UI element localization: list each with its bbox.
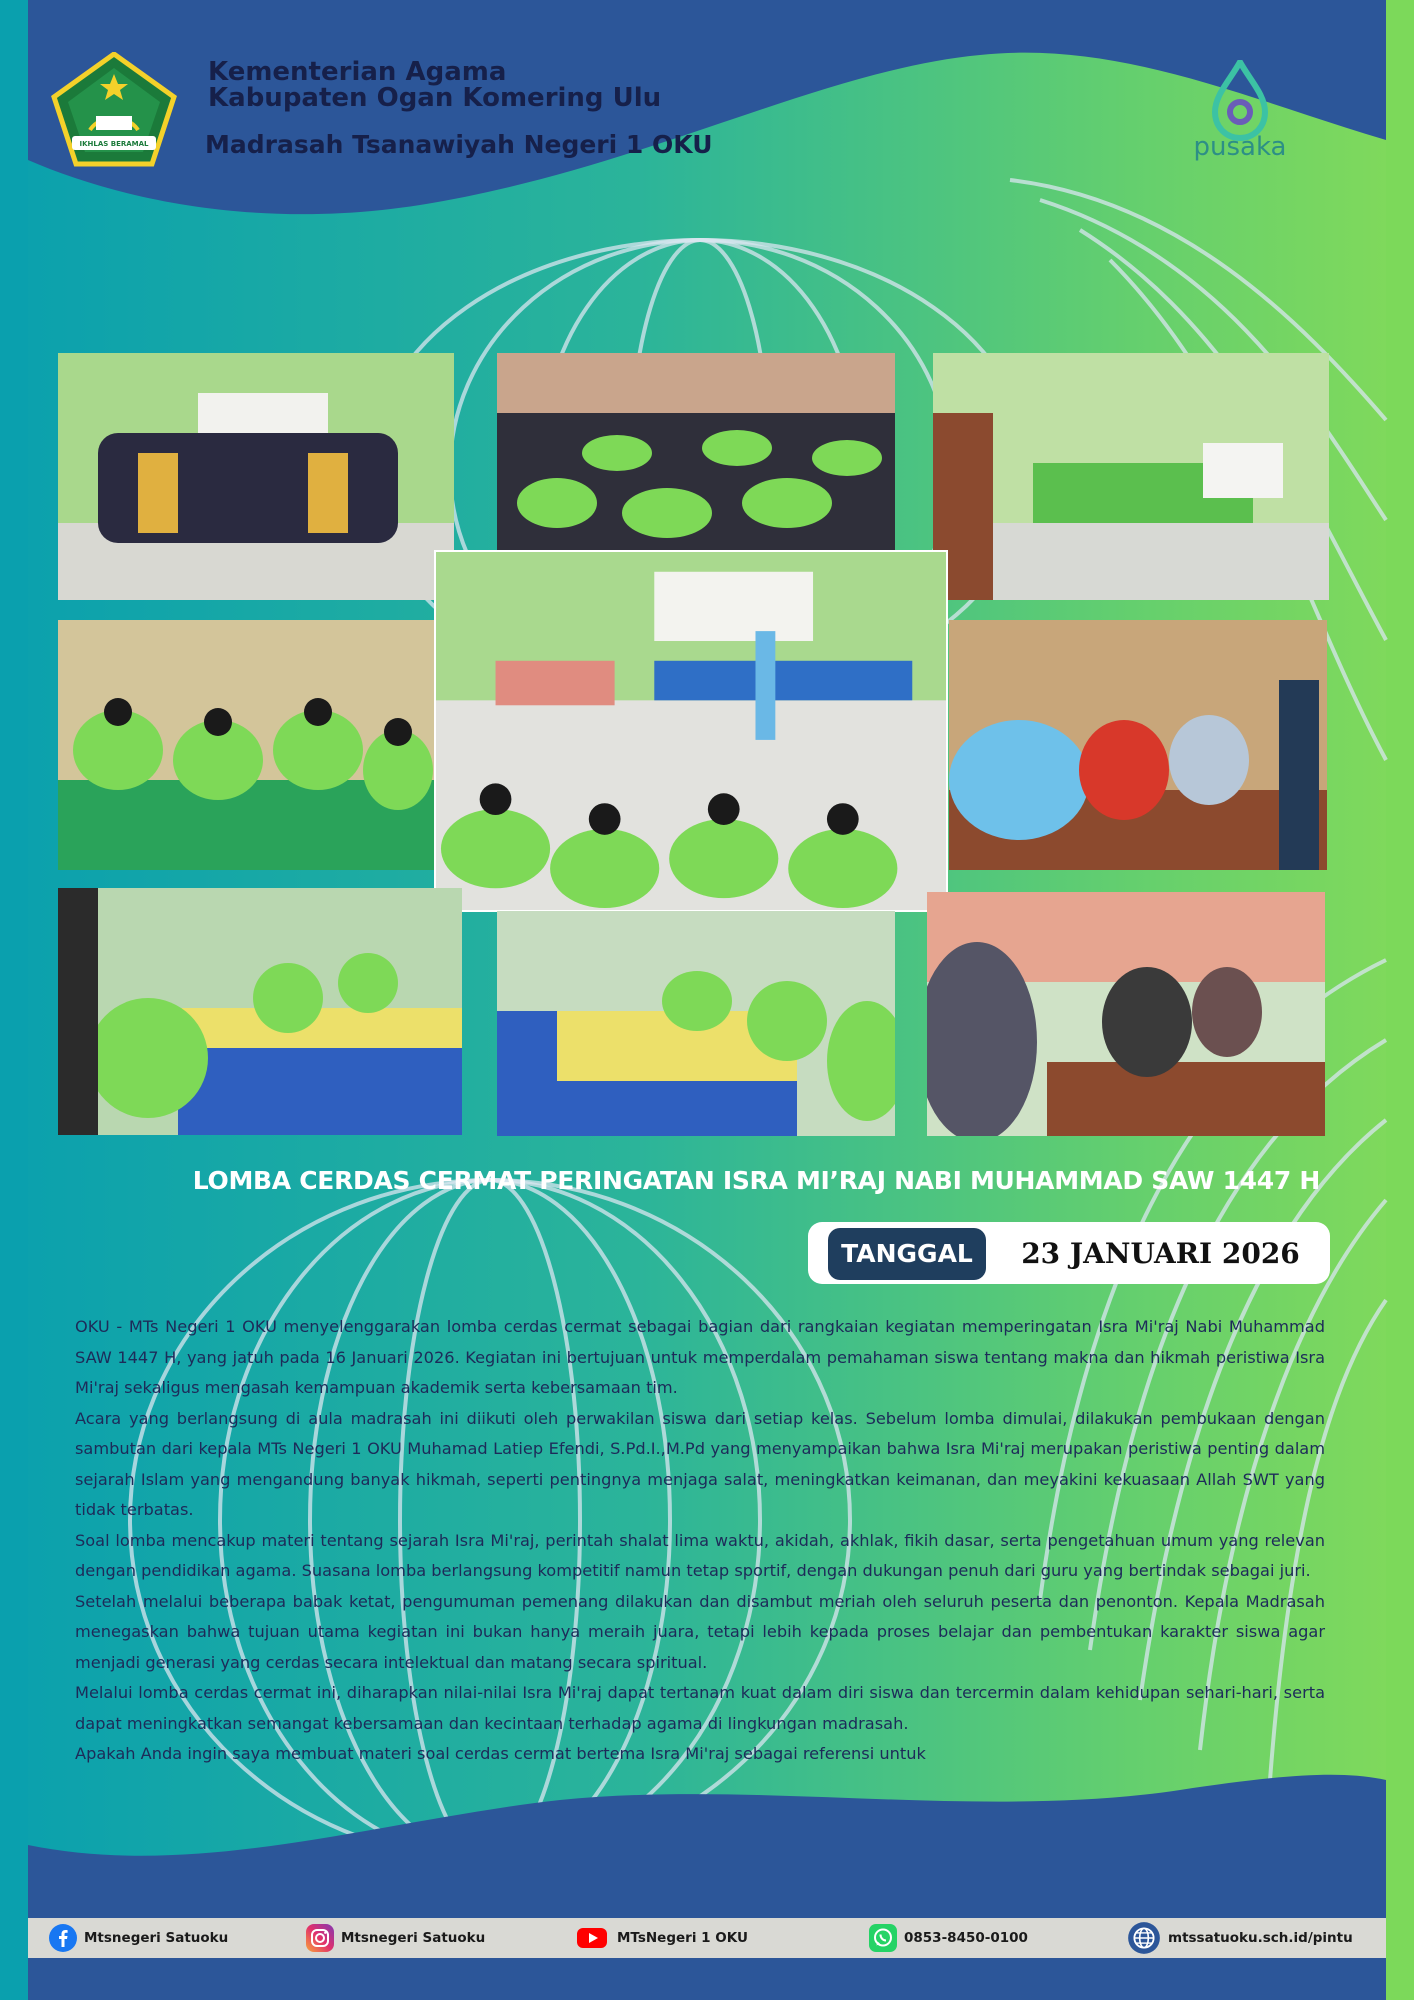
- school-title: Madrasah Tsanawiyah Negeri 1 OKU: [205, 130, 713, 159]
- whatsapp-icon: [868, 1923, 898, 1953]
- article-paragraph: Apakah Anda ingin saya membuat materi soal cerdas cermat bertema Isra Mi'raj sebagai referensi untuk: [75, 1744, 926, 1763]
- date-value: 23 JANUARI 2026: [1021, 1237, 1300, 1270]
- footer-website[interactable]: [1126, 1921, 1353, 1955]
- footer-instagram[interactable]: [305, 1921, 485, 1955]
- footer-youtube[interactable]: [573, 1921, 748, 1955]
- kemenag-logo: [50, 52, 178, 167]
- pusaka-logo-text: pusaka: [1193, 132, 1287, 162]
- photo-jury: [927, 892, 1325, 1136]
- article-paragraph: Melalui lomba cerdas cermat ini, diharapkan nilai-nilai Isra Mi'raj dapat tertanam kuat dalam diri siswa dan tercermin dalam kehidupan sehari-hari, serta dapat meningkatkan semangat kebersamaan dan kecintaan terhadap agama di lingkungan madrasah.: [75, 1683, 1325, 1733]
- photo-hall: [933, 353, 1329, 600]
- facebook-handle: Mtsnegeri Satuoku: [84, 1930, 229, 1946]
- footer-facebook[interactable]: [48, 1921, 228, 1955]
- logo-ribbon-text: IKHLAS BERAMAL: [79, 140, 149, 148]
- article-paragraph: Soal lomba mencakup materi tentang sejarah Isra Mi'raj, perintah shalat lima waktu, akidah, akhlak, fikih dasar, serta pengetahuan umum yang relevan dengan pendidikan agama. Suasana lomba berlangsung kompetitif namun tetap sportif, dengan dukungan penuh dari guru yang bertindak sebagai juri.: [75, 1530, 1325, 1580]
- facebook-icon: [48, 1923, 78, 1953]
- globe-icon: [1126, 1921, 1162, 1955]
- ministry-title: Kementerian Agama: [208, 57, 507, 87]
- date-label: TANGGAL: [828, 1228, 986, 1280]
- instagram-handle: Mtsnegeri Satuoku: [341, 1930, 486, 1946]
- photo-students-floor: [58, 620, 438, 870]
- photo-contestants: [58, 888, 462, 1135]
- article-paragraph: OKU - MTs Negeri 1 OKU menyelenggarakan lomba cerdas cermat sebagai bagian dari rangkaian kegiatan memperingatan Isra Mi'raj Nabi Muhammad SAW 1447 H, yang jatuh pada 16 Januari 2026. Kegiatan ini bertujuan untuk memperdalam pemahaman siswa tentang makna dan hikmah peristiwa Isra Mi'raj sekaligus mengasah kemampuan akademik serta kebersamaan tim.: [75, 1317, 1325, 1397]
- photo-contestants-table: [497, 911, 895, 1136]
- date-box: [808, 1222, 1330, 1284]
- article-paragraph: Acara yang berlangsung di aula madrasah ini diikuti oleh perwakilan siswa dari setiap kelas. Sebelum lomba dimulai, dilakukan pembukaan dengan sambutan dari kepala MTs Negeri 1 OKU Muhamad Latiep Efendi, S.Pd.I.,M.Pd yang menyampaikan bahwa Isra Mi'raj merupakan peristiwa penting dalam sejarah Islam yang mengandung banyak hikmah, seperti pentingnya menjaga salat, meningkatkan keimanan, dan meyakini kekuasaan Allah SWT yang tidak terbatas.: [75, 1408, 1325, 1519]
- article-body: [75, 1312, 1325, 1770]
- photo-teachers: [949, 620, 1327, 870]
- instagram-icon: [305, 1923, 335, 1953]
- footer-whatsapp[interactable]: [868, 1921, 1028, 1955]
- photo-group: [58, 353, 454, 600]
- article-paragraph: Setelah melalui beberapa babak ketat, pengumuman pemenang dilakukan dan disambut meriah oleh seluruh peserta dan penonton. Kepala Madrasah menegaskan bahwa tujuan utama kegiatan ini bukan hanya meraih juara, tetapi lebih kepada proses belajar dan pembentukan karakter siswa agar menjadi generasi yang cerdas secara intelektual dan matang secara spiritual.: [75, 1591, 1325, 1672]
- regency-title: Kabupaten Ogan Komering Ulu: [208, 83, 662, 113]
- whatsapp-number: 0853-8450-0100: [904, 1930, 1028, 1946]
- website-url: mtssatuoku.sch.id/pintu: [1168, 1930, 1353, 1946]
- event-title: LOMBA CERDAS CERMAT PERINGATAN ISRA MI’RAJ NABI MUHAMMAD SAW 1447 H: [192, 1166, 1320, 1195]
- youtube-channel: MTsNegeri 1 OKU: [617, 1930, 748, 1946]
- youtube-icon: [573, 1923, 611, 1953]
- photo-students-seated: [497, 353, 895, 550]
- photo-speaker: [434, 550, 948, 912]
